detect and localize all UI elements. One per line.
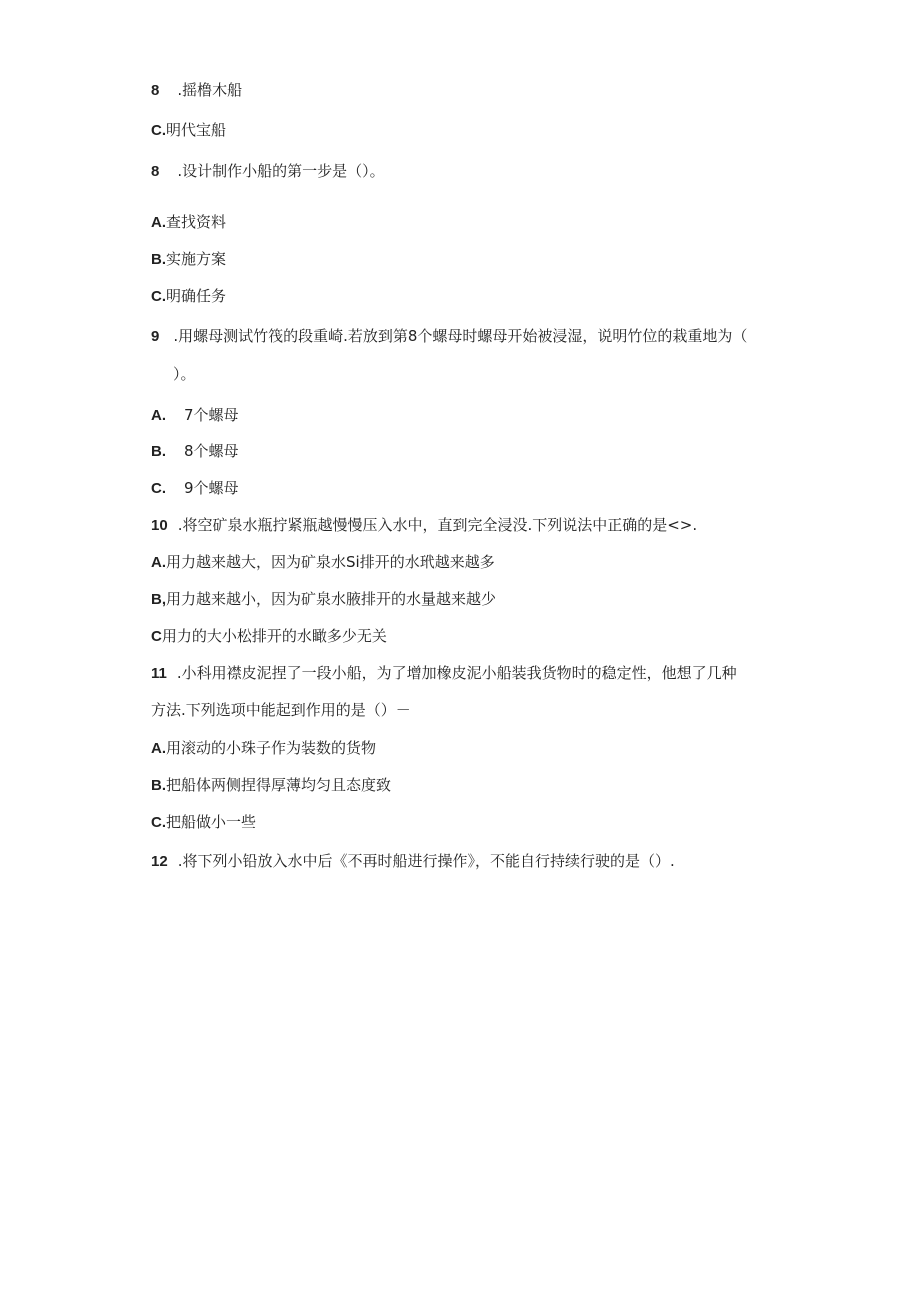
doc-line [151,405,239,426]
doc-line [151,212,226,233]
doc-line [151,812,256,833]
line-text: 把船体两侧捏得厚薄均匀且态度致 [166,776,392,794]
option-label: B, [151,591,166,608]
option-label: A. [151,214,166,231]
line-text: .摇橹木船 [177,81,243,99]
option-label: C. [151,480,166,497]
doc-line [151,326,747,347]
doc-line [151,515,697,536]
doc-line [151,700,411,720]
line-text: 7个螺母 [184,406,239,424]
line-text: ）。 [173,365,196,383]
question-number: 12 [151,853,168,870]
option-label: C. [151,122,166,139]
doc-line [151,120,226,141]
line-text: .将空矿泉水瓶拧紧瓶越慢慢压入水中，直到完全浸没.下列说法中正确的是<>. [177,516,698,534]
doc-line [151,589,496,610]
line-text: 8个螺母 [184,442,239,460]
question-number: 10 [151,517,168,534]
question-number: 11 [151,665,167,682]
doc-line [151,851,675,872]
option-label: C. [151,814,166,831]
doc-line [151,552,495,573]
doc-line [151,663,737,684]
question-number: 8 [151,82,160,99]
option-label: B. [151,443,166,460]
line-text: 用力的大小松排开的水瞰多少无关 [161,627,387,645]
line-text: 用力越来越小，因为矿泉水腋排开的水量越来越少 [166,590,497,608]
line-text: .用螺母测试竹筏的段重崎.若放到第8个螺母时螺母开始被浸湿，说明竹位的栽重地为（ [173,327,748,345]
option-label: C [151,628,162,645]
option-label: A. [151,554,166,571]
option-label: A. [151,740,166,757]
option-label: A. [151,407,166,424]
line-text: 方法.下列选项中能起到作用的是（）－ [151,701,411,719]
line-text: 实施方案 [166,250,227,268]
option-label: C. [151,288,166,305]
line-text: 把船做小一些 [166,813,257,831]
doc-line [151,626,387,647]
doc-line [151,364,196,384]
doc-line [151,161,385,182]
question-number: 8 [151,163,160,180]
line-text: .将下列小铅放入水中后《不再时船进行操作》，不能自行持续行驶的是（）. [177,852,675,870]
line-text: 明确任务 [166,287,227,305]
doc-line [151,249,226,270]
doc-line [151,286,226,307]
doc-line [151,80,242,101]
line-text: 用滚动的小珠子作为装数的货物 [166,739,377,757]
doc-line [151,478,239,499]
line-text: 用力越来越大，因为矿泉水Si排开的水玳越来越多 [166,553,495,571]
line-text: .小科用襟皮泥捏了一段小船，为了增加橡皮泥小船装我货物时的稳定性，他想了几种 [176,664,737,682]
doc-line [151,441,239,462]
option-label: B. [151,777,166,794]
doc-line [151,775,391,796]
line-text: 明代宝船 [166,121,227,139]
line-text: 查找资料 [166,213,227,231]
option-label: B. [151,251,166,268]
line-text: 9个螺母 [184,479,239,497]
doc-line [151,738,376,759]
line-text: .设计制作小船的第一步是（）。 [177,162,385,180]
question-number: 9 [151,328,160,345]
